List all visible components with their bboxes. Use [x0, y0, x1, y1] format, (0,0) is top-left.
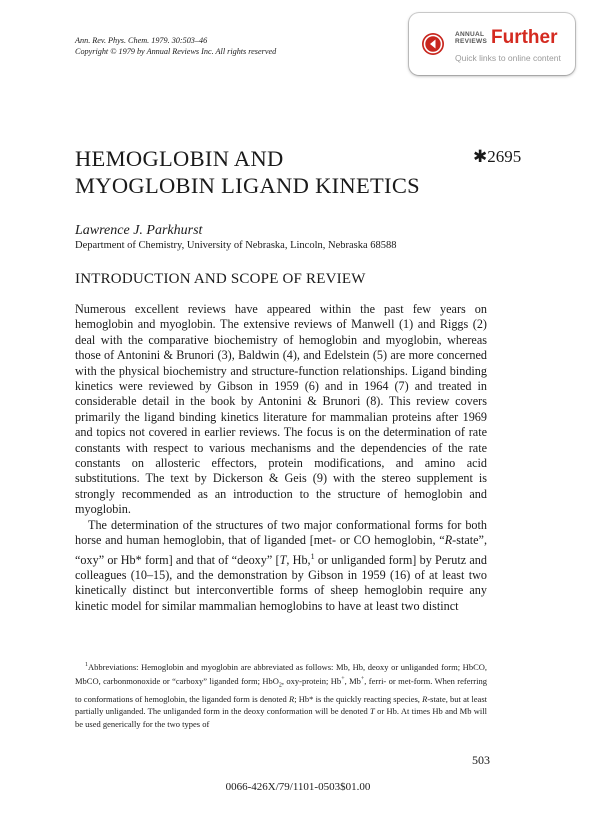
footnote-ref: 1 — [310, 551, 315, 561]
superscript: + — [341, 676, 345, 683]
publisher-line2: REVIEWS — [455, 38, 488, 45]
t-state-symbol: T — [279, 552, 287, 567]
article-number: ✱2695 — [473, 147, 522, 166]
article-title — [75, 145, 515, 199]
section-heading: INTRODUCTION AND SCOPE OF REVIEW — [75, 271, 366, 287]
footnote-text: ; Hb* is the quickly reacting species, — [294, 693, 423, 704]
page-number: 503 — [472, 753, 490, 767]
footnote-text: , ferri- or met-form. When referring to conformations of hemoglobin, the liganded form is denoted — [75, 676, 487, 704]
body-text — [75, 302, 487, 614]
footnote — [75, 659, 487, 730]
subscript: 2 — [278, 682, 282, 689]
author-name: Lawrence J. Parkhurst — [75, 223, 203, 238]
copyright-line: Copyright © 1979 by Annual Reviews Inc. All rights reserved — [75, 47, 277, 56]
further-links-badge[interactable] — [409, 13, 575, 75]
footnote-text: Abbreviations: Hemoglobin and myoglobin are abbreviated as follows: Mb, Hb, deoxy or unliganded form; HbCO, MbCO, carbonmonoxide or “carboxy” liganded form; HbO — [75, 661, 487, 687]
paragraph-1: Numerous excellent reviews have appeared within the past few years on hemoglobin and myoglobin. The extensive reviews of Manwell (1) and Riggs (2) deal with the comparative biochemistry of hemoglobin and myoglobin, whereas those of Antonini & Brunori (3), Baldwin (4), and Edelstein (5) are more concerned with the physical biochemistry and structure-function relationships. Ligand binding kinetics were reviewed by Gibson in 1959 (6) and in 1964 (7) and treated in considerable detail in the book by Antonini & Brunori (8). This review covers primarily the ligand binding kinetics literature for mammalian proteins after 1969 and topics not covered in earlier reviews. The focus is on the determination of rate constants with respect to various mechanisms and the dependencies of the rate constants on allosteric effectors, protein modifications, and amino acid substitutions. The text by Dickerson & Geis (9) with the stereo supplement is strongly recommended as an introduction to the structure of hemoglobin and myoglobin. — [75, 302, 487, 517]
author-affiliation: Department of Chemistry, University of Nebraska, Lincoln, Nebraska 68588 — [75, 240, 397, 251]
r-state-symbol: R — [422, 693, 428, 704]
r-state-symbol: R — [289, 693, 295, 704]
publication-code: 0066-426X/79/1101-0503$01.00 — [225, 781, 371, 793]
paragraph-2 — [75, 518, 487, 615]
publisher-line1: ANNUAL — [455, 31, 485, 38]
text-span: -state”, “oxy” or Hb* form] and that of “deoxy” [ — [75, 533, 487, 567]
badge-subtitle: Quick links to online content — [455, 53, 561, 63]
superscript: + — [360, 676, 365, 683]
footnote-text: , oxy-protein; Hb — [281, 676, 342, 687]
text-span: The determination of the structures of two major conformational forms for both horse and human hemoglobin, that of liganded [met- or CO hemoglobin, “ — [75, 517, 487, 548]
badge-title: Further — [491, 27, 558, 48]
journal-header — [75, 35, 276, 57]
title-line-2: MYOGLOBIN LIGAND KINETICS — [75, 173, 420, 198]
footnote-text: -state, but at least partially unliganded. The unliganded form in the deoxy conformation will be denoted — [75, 693, 488, 717]
r-state-symbol: R — [444, 533, 453, 548]
footnote-mark: 1 — [85, 662, 88, 668]
citation-line: Ann. Rev. Phys. Chem. 1979. 30:503–46 — [75, 36, 208, 45]
footnote-text: , Mb — [344, 676, 361, 687]
arrow-left-icon — [422, 33, 444, 55]
publisher-logo-text — [455, 31, 487, 45]
footnote-text: or Hb. At times Hb and Mb will be used generically for the two types of — [75, 706, 487, 729]
title-line-1: HEMOGLOBIN AND — [75, 146, 284, 171]
text-span: , Hb, — [286, 552, 311, 567]
text-span: or unliganded form] by Perutz and colleagues (10–15), and the demonstration by Gibson in 1959 (16) of at least two kinetically distinct but interconvertible forms of sheep hemoglobin require any kinetic model for similar mammalian hemoglobins to have at least two distinct — [75, 552, 487, 613]
t-state-symbol: T — [370, 706, 375, 717]
